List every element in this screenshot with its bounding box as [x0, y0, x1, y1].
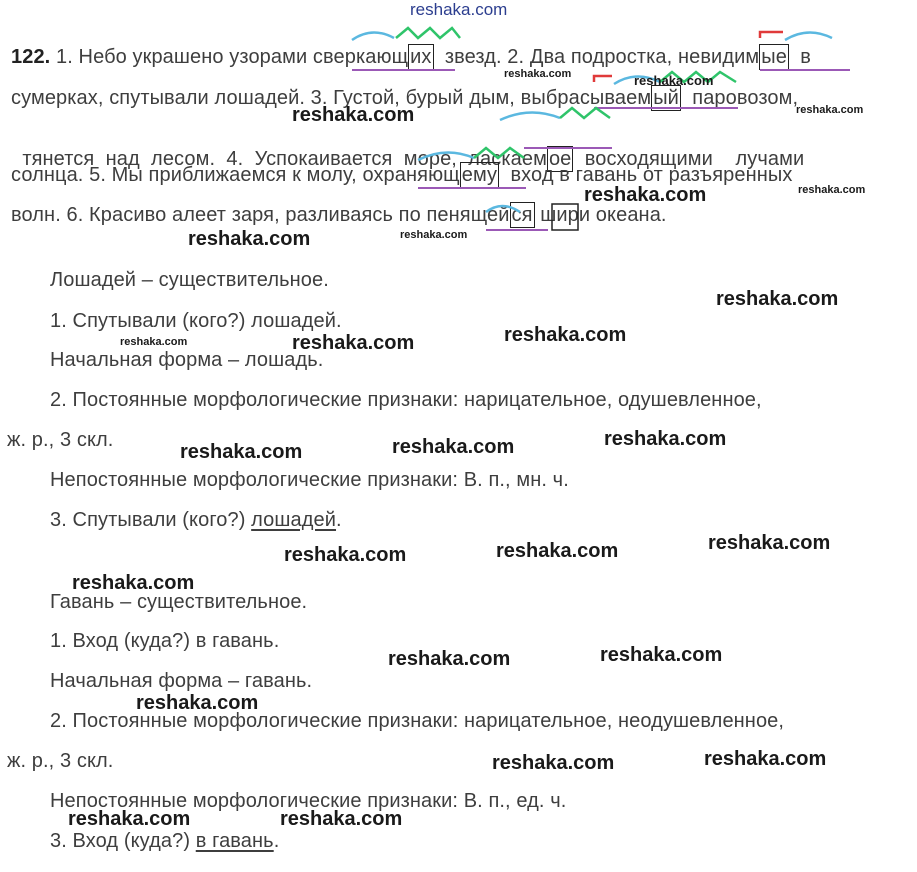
- analysis1-step3: [50, 508, 342, 532]
- analysis1-constant-features: 2. Постоянные морфологические признаки: нарицательное, одушевленное,: [50, 389, 762, 411]
- top-watermark: reshaka.com: [410, 0, 508, 19]
- morph-word: сверкающ: [312, 46, 409, 68]
- morph-word: выбрасываем: [520, 87, 652, 109]
- ending-box: ый: [653, 87, 679, 109]
- analysis-text: 3. Вход (куда?): [50, 830, 196, 852]
- watermark: reshaka.com: [284, 544, 407, 566]
- suffix-zigzag: [396, 28, 460, 38]
- watermark: reshaka.com: [388, 648, 511, 670]
- task-text: 1. Небо украшено узорами: [56, 46, 313, 68]
- task-number: 122.: [11, 46, 51, 68]
- task-text: сумерках, спутывали лошадей. 3. Густой, бурый дым,: [11, 87, 521, 109]
- analysis2-initial-form: Начальная форма – гавань.: [50, 670, 313, 692]
- task-text: тянется над лесом. 4. Успокаивается море,: [22, 148, 469, 170]
- analysis1-constant-features-cont: ж. р., 3 скл.: [7, 429, 114, 451]
- analysis2-variable-features: Непостоянные морфологические признаки: В. п., ед. ч.: [50, 790, 567, 812]
- analysis2-step3: [50, 829, 279, 853]
- watermark: reshaka.com: [136, 692, 259, 714]
- watermark: reshaka.com: [492, 752, 615, 774]
- analysis1-title: Лошадей – существительное.: [50, 269, 329, 291]
- watermark: reshaka.com: [496, 540, 619, 562]
- ending-box: ся: [511, 204, 533, 226]
- ending-box: их: [410, 46, 432, 68]
- ending-box: ое: [548, 148, 572, 170]
- task-line-5: [11, 202, 667, 228]
- watermark: reshaka.com: [504, 68, 572, 80]
- root-arc: [785, 32, 832, 40]
- analysis2-title: Гавань – существительное.: [50, 591, 308, 613]
- watermark: reshaka.com: [584, 184, 707, 206]
- watermark: reshaka.com: [180, 441, 303, 463]
- watermark: reshaka.com: [504, 324, 627, 346]
- watermark: reshaka.com: [796, 104, 864, 116]
- watermark: reshaka.com: [292, 104, 415, 126]
- underlined-word: в гавань: [195, 830, 274, 852]
- watermark: reshaka.com: [604, 428, 727, 450]
- watermark: reshaka.com: [400, 229, 468, 241]
- task-line-1: [11, 44, 811, 70]
- task-text: солнца. 5. Мы приближаемся к молу,: [11, 164, 363, 186]
- prefix-mark: [594, 76, 612, 82]
- prefix-mark: [760, 32, 783, 38]
- morph-word-mid: ей: [487, 204, 510, 226]
- ending-box: ые: [761, 46, 787, 68]
- analysis-text: 3. Спутывали (кого?): [50, 509, 252, 531]
- watermark: reshaka.com: [704, 748, 827, 770]
- task-text: восходящими лучами: [573, 148, 805, 170]
- morph-word: охраняющ: [362, 164, 460, 186]
- analysis1-step1: 1. Спутывали (кого?) лошадей.: [50, 310, 342, 332]
- analysis2-constant-features: 2. Постоянные морфологические признаки: нарицательное, неодушевленное,: [50, 710, 785, 732]
- morph-word: невидим: [677, 46, 760, 68]
- analysis-text: .: [336, 509, 342, 531]
- analysis-text: .: [273, 830, 280, 852]
- root-arc: [500, 112, 560, 120]
- task-text: паровозом,: [680, 87, 799, 109]
- analysis2-step1: 1. Вход (куда?) в гавань.: [50, 630, 280, 652]
- watermark: reshaka.com: [120, 336, 188, 348]
- watermark: reshaka.com: [600, 644, 723, 666]
- task-text: шири океана.: [534, 204, 667, 226]
- watermark: reshaka.com: [392, 436, 515, 458]
- watermark: reshaka.com: [280, 808, 403, 830]
- watermark: reshaka.com: [798, 184, 866, 196]
- analysis2-constant-features-cont: ж. р., 3 скл.: [7, 750, 114, 772]
- task-text: волн. 6. Красиво алеет заря, разливаясь по: [11, 204, 427, 226]
- morph-word: ласкаем: [468, 148, 547, 170]
- morph-word: пенящ: [426, 204, 488, 226]
- analysis1-variable-features: Непостоянные морфологические признаки: В. п., мн. ч.: [50, 469, 569, 491]
- ending-box: ему: [461, 164, 498, 186]
- watermark: reshaka.com: [634, 73, 714, 88]
- task-text: звезд. 2. Два подростка,: [433, 46, 678, 68]
- watermark: reshaka.com: [708, 532, 831, 554]
- suffix-arc: [352, 32, 394, 40]
- analysis1-initial-form: Начальная форма – лошадь.: [50, 349, 324, 371]
- watermark: reshaka.com: [292, 332, 415, 354]
- watermark: reshaka.com: [716, 288, 839, 310]
- underlined-word: лошадей: [251, 509, 337, 531]
- watermark: reshaka.com: [72, 572, 195, 594]
- watermark: reshaka.com: [68, 808, 191, 830]
- task-text: в: [788, 46, 811, 68]
- watermark: reshaka.com: [188, 228, 311, 250]
- task-text: вход в гавань от разъяренных: [499, 164, 793, 186]
